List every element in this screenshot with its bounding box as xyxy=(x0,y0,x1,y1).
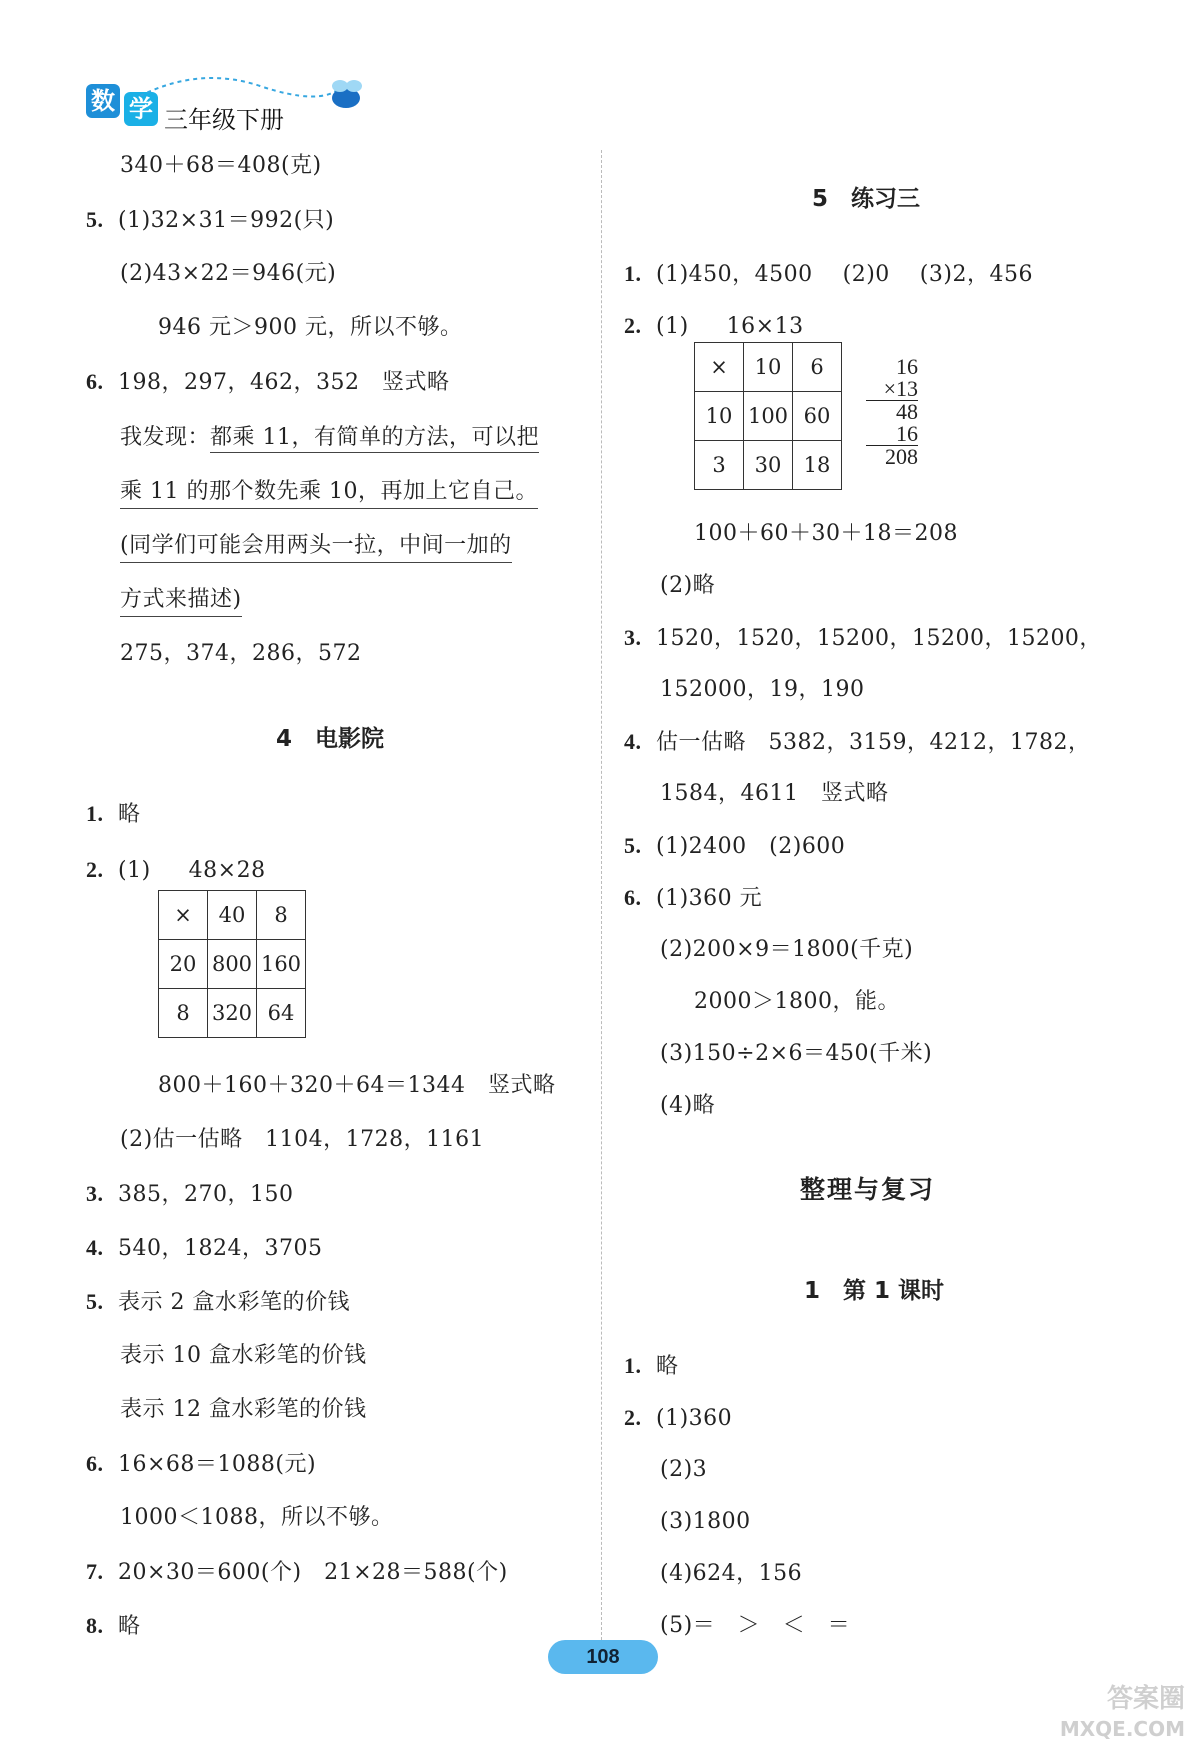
line: (2)43×22＝946(元) xyxy=(120,261,337,286)
grid-cell: 800 xyxy=(208,940,257,989)
question-number: 2. xyxy=(86,857,104,882)
grade-label: 三年级下册 xyxy=(164,106,284,134)
underlined-text: 方式来描述) xyxy=(120,586,242,617)
answer-text: 20×30＝600(个) 21×28＝588(个) xyxy=(118,1560,508,1585)
question-number: 6. xyxy=(86,1451,104,1476)
question-3 xyxy=(86,1180,293,1209)
multiplication-grid-2 xyxy=(694,342,842,490)
section-title: 5 练习三 xyxy=(812,186,921,212)
question-number: 6. xyxy=(86,369,104,394)
answer-text: 略 xyxy=(656,1354,679,1379)
line: 152000，19，190 xyxy=(660,677,865,702)
line: 表示 10 盒水彩笔的价钱 xyxy=(120,1343,367,1368)
grid-cell: 8 xyxy=(159,989,208,1038)
watermark-url: MXQE.COM xyxy=(1059,1717,1185,1741)
line: 100＋60＋30＋18＝208 xyxy=(694,521,958,546)
answer-text: 1520，1520，15200，15200，15200， xyxy=(656,626,1102,651)
vert-line: 16 xyxy=(866,423,918,446)
answer-text: (1)360 元 xyxy=(656,886,763,911)
line: (2)3 xyxy=(660,1457,708,1482)
line: (4)略 xyxy=(660,1093,716,1118)
line: 1000＜1088，所以不够。 xyxy=(120,1505,394,1530)
vertical-multiplication xyxy=(866,356,918,468)
question-number: 8. xyxy=(86,1613,104,1638)
answer-text: (1)32×31＝992(只) xyxy=(118,208,335,233)
grid-cell: × xyxy=(159,891,208,940)
section-title: 整理与复习 xyxy=(800,1175,936,1204)
discovery-label: 我发现： xyxy=(120,425,211,450)
line: 340＋68＝408(克) xyxy=(120,153,322,178)
watermark xyxy=(1060,1684,1185,1744)
line: (2)估一估略 1104，1728，1161 xyxy=(120,1127,485,1152)
question-4 xyxy=(624,728,1090,757)
watermark-text: 答案圈 xyxy=(1106,1684,1185,1714)
line: (4)624，156 xyxy=(660,1561,803,1586)
grid-cell: × xyxy=(695,343,744,392)
question-number: 5. xyxy=(624,833,642,858)
line: (3)1800 xyxy=(660,1509,751,1534)
question-number: 3. xyxy=(624,625,642,650)
answer-text: (1)450，4500 (2)0 (3)2，456 xyxy=(656,262,1033,287)
grid-cell: 8 xyxy=(257,891,306,940)
line: 表示 12 盒水彩笔的价钱 xyxy=(120,1397,367,1422)
question-3 xyxy=(624,624,1102,653)
question-5 xyxy=(86,1288,350,1317)
question-6 xyxy=(624,884,762,913)
expression: 48×28 xyxy=(188,858,266,883)
grid-cell: 6 xyxy=(793,343,842,392)
question-1 xyxy=(624,1352,679,1381)
line: (2)200×9＝1800(千克) xyxy=(660,937,914,962)
grid-cell: 3 xyxy=(695,441,744,490)
logo-char-1: 数 xyxy=(86,84,120,118)
line: 275，374，286，572 xyxy=(120,641,362,666)
grid-cell: 10 xyxy=(695,392,744,441)
question-number: 3. xyxy=(86,1181,104,1206)
answer-text: 表示 2 盒水彩笔的价钱 xyxy=(118,1290,350,1315)
question-number: 4. xyxy=(624,729,642,754)
grid-cell: 40 xyxy=(208,891,257,940)
grid-cell: 18 xyxy=(793,441,842,490)
column-divider xyxy=(601,150,602,1640)
question-number: 1. xyxy=(624,1353,642,1378)
question-7 xyxy=(86,1558,508,1587)
answer-text: (1)2400 (2)600 xyxy=(656,834,846,859)
sub-label: (1) xyxy=(656,314,689,339)
answer-text: 385，270，150 xyxy=(118,1182,294,1207)
answer-text: 估一估略 5382，3159，4212，1782， xyxy=(656,730,1091,755)
answer-text: (1)360 xyxy=(656,1406,733,1431)
question-2 xyxy=(624,1404,732,1433)
grid-cell: 320 xyxy=(208,989,257,1038)
underlined-text: 都乘 11，有简单的方法，可以把 xyxy=(210,425,539,453)
question-6 xyxy=(86,1450,316,1479)
line: 2000＞1800，能。 xyxy=(694,989,900,1014)
question-5 xyxy=(624,832,845,861)
underlined-text: 乘 11 的那个数先乘 10，再加上它自己。 xyxy=(120,478,538,509)
vert-line: 48 xyxy=(896,399,918,424)
vert-line: ×13 xyxy=(866,378,918,401)
vert-line: 208 xyxy=(885,444,918,469)
line: 1584，4611 竖式略 xyxy=(660,781,889,806)
question-2 xyxy=(86,856,266,885)
grid-cell: 20 xyxy=(159,940,208,989)
question-number: 1. xyxy=(624,261,642,286)
line: 800＋160＋320＋64＝1344 竖式略 xyxy=(158,1073,556,1098)
grid-cell: 60 xyxy=(793,392,842,441)
question-1 xyxy=(624,260,1033,289)
line: (2)略 xyxy=(660,573,716,598)
answer-text: 略 xyxy=(118,802,141,827)
line: (5)＝ ＞ ＜ ＝ xyxy=(660,1613,851,1638)
grid-cell: 10 xyxy=(744,343,793,392)
question-4 xyxy=(86,1234,322,1263)
grid-cell: 64 xyxy=(257,989,306,1038)
underlined-text: (同学们可能会用两头一拉，中间一加的 xyxy=(120,532,512,563)
grid-cell: 160 xyxy=(257,940,306,989)
answer-text: 16×68＝1088(元) xyxy=(118,1452,317,1477)
question-number: 6. xyxy=(624,885,642,910)
discovery-line xyxy=(120,424,539,452)
grid-cell: 30 xyxy=(744,441,793,490)
logo-char-2: 学 xyxy=(124,92,158,126)
line: (3)150÷2×6＝450(千米) xyxy=(660,1041,933,1066)
sub-label: (1) xyxy=(118,858,151,883)
lesson-title: 1 第 1 课时 xyxy=(804,1278,945,1304)
grid-cell: 100 xyxy=(744,392,793,441)
answer-text: 198，297，462，352 竖式略 xyxy=(118,370,450,395)
section-title: 4 电影院 xyxy=(276,726,385,752)
question-number: 2. xyxy=(624,1405,642,1430)
multiplication-grid-1 xyxy=(158,890,306,1038)
answer-text: 540，1824，3705 xyxy=(118,1236,323,1261)
question-number: 7. xyxy=(86,1559,104,1584)
question-number: 4. xyxy=(86,1235,104,1260)
question-1 xyxy=(86,800,141,829)
question-5 xyxy=(86,206,334,235)
question-number: 5. xyxy=(86,1289,104,1314)
page-number: 108 xyxy=(548,1640,658,1674)
question-number: 2. xyxy=(624,313,642,338)
question-number: 5. xyxy=(86,207,104,232)
question-6 xyxy=(86,368,449,397)
vert-line: 16 xyxy=(896,354,918,379)
question-2 xyxy=(624,312,804,341)
question-number: 1. xyxy=(86,801,104,826)
question-8 xyxy=(86,1612,141,1641)
expression: 16×13 xyxy=(726,314,804,339)
line: 946 元＞900 元，所以不够。 xyxy=(158,315,463,340)
answer-text: 略 xyxy=(118,1614,141,1639)
